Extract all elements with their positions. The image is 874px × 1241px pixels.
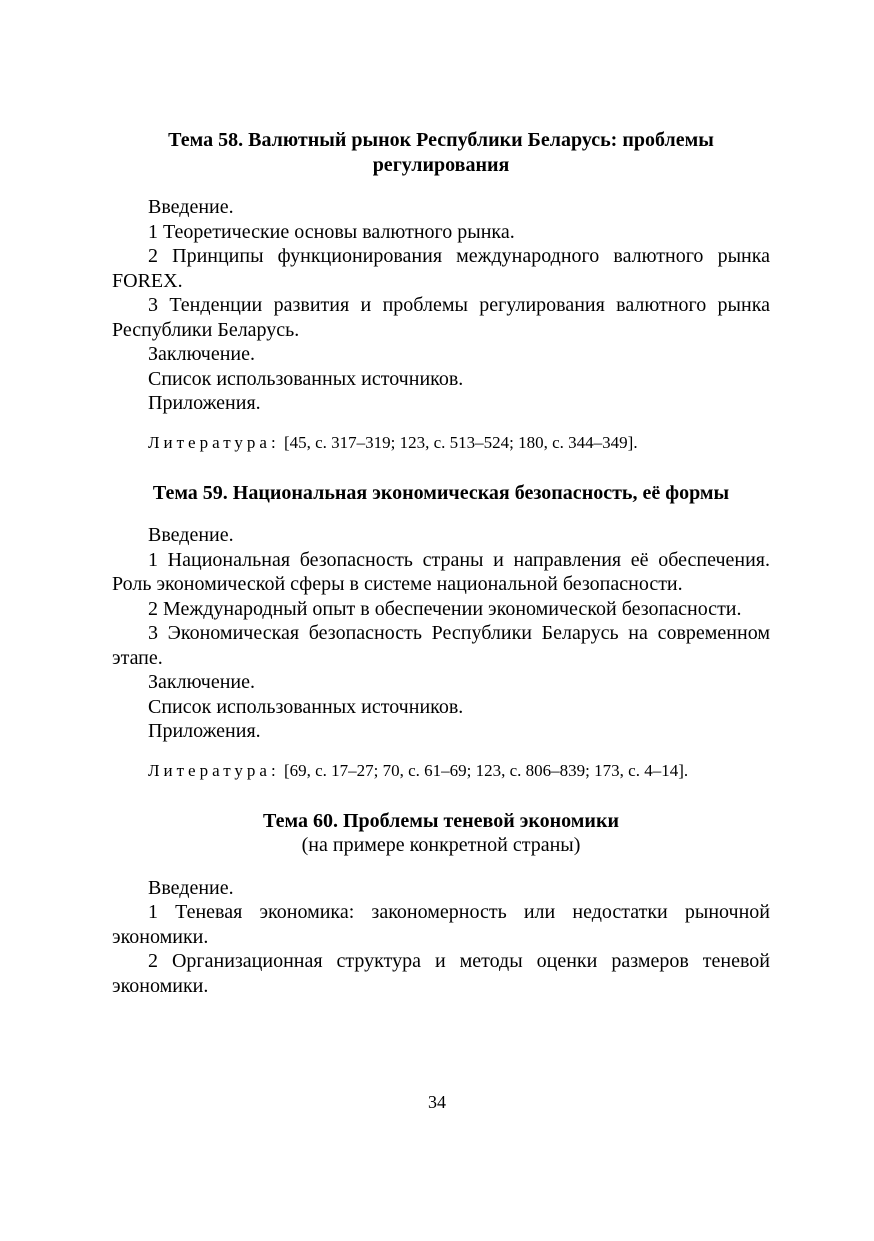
outline-item: Приложения. [148, 720, 261, 742]
outline-item: Введение. [148, 876, 234, 899]
topic-title-58: Тема 58. Валютный рынок Республики Беларусь: проблемы регулирования [168, 129, 714, 176]
outline-item: 2 Организационная структура и методы оценки размеров теневой экономики. [112, 950, 770, 997]
outline-item: 1 Теоретические основы валютного рынка. [148, 220, 515, 243]
outline-item: Введение. [148, 196, 234, 218]
topic-section-59 [112, 481, 770, 783]
outline-item: Список использованных источников. [148, 695, 464, 718]
outline-item: 3 Тенденции развития и проблемы регулирования валютного рынка Республики Беларусь. [112, 294, 770, 341]
topic-section-60 [112, 809, 770, 999]
topic-title-59: Тема 59. Национальная экономическая безопасность, её формы [152, 481, 730, 504]
literature-label: Литература: [148, 760, 280, 780]
page-number: 34 [428, 1092, 446, 1112]
outline-item: Заключение. [148, 671, 255, 693]
topic-title-60: Тема 60. Проблемы теневой экономики [263, 809, 619, 832]
page-content [112, 128, 770, 998]
outline-item: Приложения. [148, 392, 261, 414]
literature-label: Литература: [148, 432, 280, 452]
literature-refs: [45, с. 317–319; 123, с. 513–524; 180, с. 344–349]. [283, 432, 638, 452]
topic-subtitle-60: (на примере конкретной страны) [301, 834, 581, 856]
outline-item: 3 Экономическая безопасность Республики Беларусь на современном этапе. [112, 622, 770, 669]
outline-item: 2 Международный опыт в обеспечении экономической безопасности. [148, 597, 742, 620]
literature-line-59 [112, 759, 770, 783]
topic-outline-59 [112, 523, 770, 744]
outline-item: Список использованных источников. [148, 367, 464, 390]
literature-refs: [69, с. 17–27; 70, с. 61–69; 123, с. 806–839; 173, с. 4–14]. [283, 760, 689, 780]
outline-item: 1 Теневая экономика: закономерность или недостатки рыночной экономики. [112, 901, 770, 948]
outline-item: Заключение. [148, 343, 255, 365]
topic-section-58 [112, 128, 770, 455]
literature-line-58 [112, 431, 770, 455]
outline-item: Введение. [148, 524, 234, 546]
topic-outline-58 [112, 195, 770, 416]
outline-item: 2 Принципы функционирования международного валютного рынка FOREX. [112, 245, 770, 292]
topic-outline-60 [112, 876, 770, 999]
outline-item: 1 Национальная безопасность страны и направления её обеспечения. Роль экономической сферы в системе национальной безопасности. [112, 548, 770, 595]
